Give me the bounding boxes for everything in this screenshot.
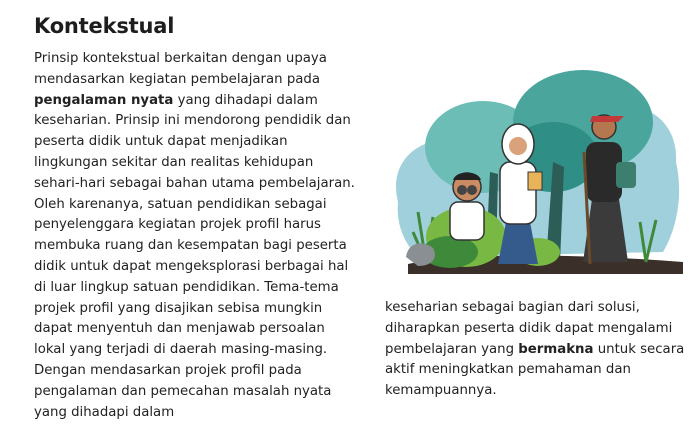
text-line [34,70,364,91]
text-line [34,361,364,382]
text-line [34,153,364,174]
body-text-left-column [34,49,364,423]
text-run: pembelajaran yang [385,341,519,357]
text-line [34,91,364,112]
text-run: pengalaman dan pemecahan masalah nyata [34,383,332,399]
text-line [385,298,685,319]
text-run: keseharian. Prinsip ini mendorong pendidik dan [34,113,351,129]
text-run: Prinsip kontekstual berkaitan dengan upaya [34,51,327,66]
text-line [34,319,364,340]
text-line [34,403,364,424]
text-run: Oleh karenanya, satuan pendidikan sebagai [34,196,327,212]
text-run: untuk secara [593,341,685,357]
emphasis-text: pengalaman nyata [34,92,174,108]
notebook-icon [528,172,542,190]
text-run: membuka ruang dan kesempatan bagi peserta [34,238,347,254]
text-line [34,111,364,132]
text-run: sehari-hari sebagai bahan utama pembelajaran. [34,175,355,191]
text-run: lokal yang terjadi di daerah masing-masing. [34,342,328,358]
text-line [34,174,364,195]
text-line [34,299,364,320]
text-line [34,195,364,216]
body-text-right-column [385,298,685,402]
text-run: penyelenggara kegiatan projek profil harus [34,217,321,233]
text-line [34,340,364,361]
text-run: peserta didik untuk dapat menjadikan [34,134,288,150]
text-line [34,215,364,236]
text-line [34,257,364,278]
text-line [385,340,685,361]
text-line [34,132,364,153]
text-run: dapat menyentuh dan menjawab persoalan [34,321,325,337]
text-line [34,382,364,403]
emphasis-text: bermakna [518,341,594,357]
text-run: lingkungan sekitar dan realitas kehidupan [34,154,314,170]
text-line [385,319,685,340]
text-run: mendasarkan kegiatan pembelajaran pada [34,71,320,87]
text-run: yang dihadapi dalam [34,404,175,420]
text-line [34,236,364,257]
text-run: keseharian sebagai bagian dari solusi, [385,300,640,315]
child-with-binoculars [450,173,484,241]
text-line [34,278,364,299]
text-line [385,381,685,402]
text-run: di luar lingkup satuan pendidikan. Tema-tema [34,279,339,295]
shoulder-bag [616,162,636,188]
section-heading: Kontekstual [34,14,175,38]
text-run: diharapkan peserta didik dapat mengalami [385,320,673,336]
text-run: Dengan mendasarkan projek profil pada [34,362,302,378]
text-run: didik untuk dapat mengeksplorasi berbagai hal [34,258,349,274]
text-run: yang dihadapi dalam [173,92,318,108]
text-run: kemampuannya. [385,383,497,399]
text-run: aktif meningkatkan pemahaman dan [385,362,631,378]
field-learning-illustration [378,52,688,287]
binoculars-icon [457,185,467,195]
text-line [385,360,685,381]
text-line [34,49,364,70]
text-run: projek profil yang disajikan sebisa mungkin [34,300,323,316]
